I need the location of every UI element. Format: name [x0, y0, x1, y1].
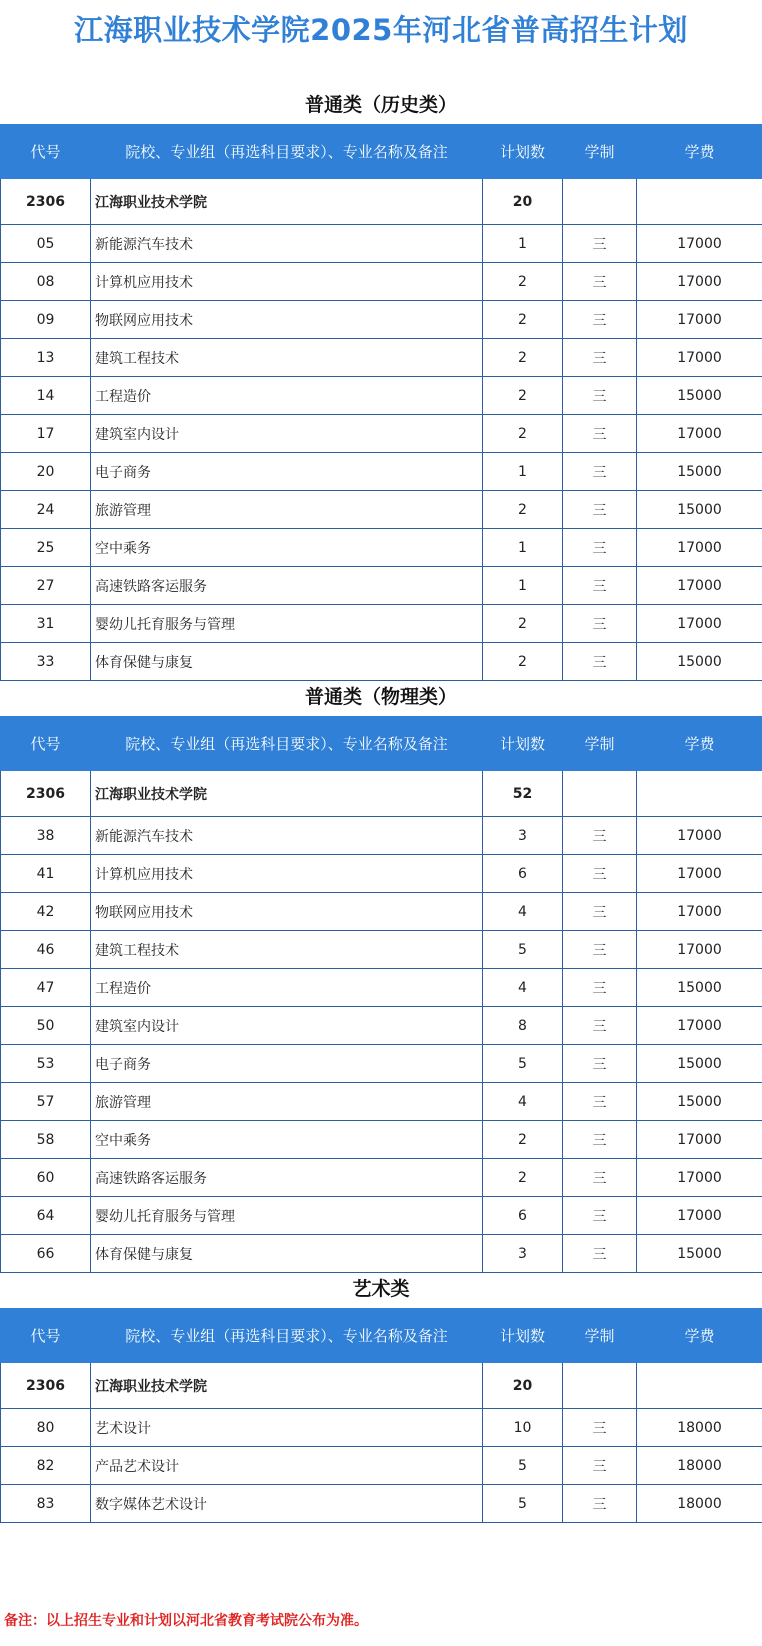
- plan-table-art: [0, 1308, 762, 1523]
- plan-cell: 2: [483, 1121, 563, 1159]
- table-row: [1, 339, 762, 377]
- code-cell: 80: [1, 1409, 91, 1447]
- col-header-fee: 学费: [637, 125, 762, 179]
- fee-cell: 17000: [637, 817, 762, 855]
- code-cell: 58: [1, 1121, 91, 1159]
- name-cell: 建筑室内设计: [91, 1007, 483, 1045]
- table-row: [1, 377, 762, 415]
- table-row: [1, 1235, 762, 1273]
- code-cell: 41: [1, 855, 91, 893]
- plan-cell: 4: [483, 969, 563, 1007]
- name-cell: 婴幼儿托育服务与管理: [91, 605, 483, 643]
- code-cell: 53: [1, 1045, 91, 1083]
- duration-cell: 三: [563, 453, 637, 491]
- name-cell: 建筑工程技术: [91, 931, 483, 969]
- fee-cell: 17000: [637, 339, 762, 377]
- col-header-name: 院校、专业组（再选科目要求）、专业名称及备注: [91, 717, 483, 771]
- name-cell: 旅游管理: [91, 1083, 483, 1121]
- code-cell: 2306: [1, 1363, 91, 1409]
- section-title-history: 普通类（历史类）: [304, 94, 457, 116]
- table-row: [1, 301, 762, 339]
- col-header-plan: 计划数: [483, 717, 563, 771]
- plan-cell: 1: [483, 567, 563, 605]
- plan-cell: 2: [483, 339, 563, 377]
- name-cell: 产品艺术设计: [91, 1447, 483, 1485]
- plan-cell: 6: [483, 1197, 563, 1235]
- code-cell: 2306: [1, 771, 91, 817]
- table-row: [1, 817, 762, 855]
- code-cell: 50: [1, 1007, 91, 1045]
- page-title: 江海职业技术学院2025年河北省普高招生计划: [74, 13, 688, 47]
- code-cell: 38: [1, 817, 91, 855]
- plan-cell: 20: [483, 179, 563, 225]
- duration-cell: [563, 179, 637, 225]
- col-header-plan: 计划数: [483, 125, 563, 179]
- name-cell: 工程造价: [91, 377, 483, 415]
- plan-cell: 1: [483, 529, 563, 567]
- name-cell: 江海职业技术学院: [91, 179, 483, 225]
- col-header-name: 院校、专业组（再选科目要求）、专业名称及备注: [91, 125, 483, 179]
- name-cell: 江海职业技术学院: [91, 771, 483, 817]
- table-row: [1, 893, 762, 931]
- fee-cell: [637, 179, 762, 225]
- name-cell: 体育保健与康复: [91, 643, 483, 681]
- plan-cell: 4: [483, 893, 563, 931]
- duration-cell: 三: [563, 1159, 637, 1197]
- school-row: [1, 771, 762, 817]
- col-header-duration: 学制: [563, 1309, 637, 1363]
- plan-cell: 2: [483, 377, 563, 415]
- fee-cell: 18000: [637, 1485, 762, 1523]
- duration-cell: 三: [563, 263, 637, 301]
- code-cell: 82: [1, 1447, 91, 1485]
- code-cell: 09: [1, 301, 91, 339]
- table-row: [1, 225, 762, 263]
- code-cell: 42: [1, 893, 91, 931]
- footer-note: 备注：以上招生专业和计划以河北省教育考试院公布为准。: [4, 1613, 368, 1629]
- school-row: [1, 179, 762, 225]
- fee-cell: [637, 771, 762, 817]
- code-cell: 13: [1, 339, 91, 377]
- name-cell: 建筑工程技术: [91, 339, 483, 377]
- code-cell: 57: [1, 1083, 91, 1121]
- duration-cell: 三: [563, 1007, 637, 1045]
- plan-table-physics: [0, 716, 762, 1273]
- table-row: [1, 1485, 762, 1523]
- col-header-fee: 学费: [637, 1309, 762, 1363]
- table-row: [1, 855, 762, 893]
- code-cell: 14: [1, 377, 91, 415]
- fee-cell: 17000: [637, 415, 762, 453]
- plan-cell: 3: [483, 1235, 563, 1273]
- plan-cell: 5: [483, 1485, 563, 1523]
- name-cell: 高速铁路客运服务: [91, 567, 483, 605]
- col-header-name: 院校、专业组（再选科目要求）、专业名称及备注: [91, 1309, 483, 1363]
- fee-cell: 17000: [637, 893, 762, 931]
- table-row: [1, 1197, 762, 1235]
- fee-cell: 17000: [637, 567, 762, 605]
- table-row: [1, 1447, 762, 1485]
- fee-cell: 15000: [637, 643, 762, 681]
- code-cell: 2306: [1, 179, 91, 225]
- table-header-row: [1, 717, 762, 771]
- name-cell: 计算机应用技术: [91, 855, 483, 893]
- code-cell: 27: [1, 567, 91, 605]
- plan-table-history: [0, 124, 762, 681]
- duration-cell: 三: [563, 855, 637, 893]
- duration-cell: 三: [563, 893, 637, 931]
- plan-cell: 2: [483, 605, 563, 643]
- name-cell: 空中乘务: [91, 1121, 483, 1159]
- code-cell: 83: [1, 1485, 91, 1523]
- duration-cell: 三: [563, 1447, 637, 1485]
- table-header-row: [1, 125, 762, 179]
- fee-cell: 17000: [637, 529, 762, 567]
- fee-cell: 17000: [637, 1007, 762, 1045]
- plan-cell: 6: [483, 855, 563, 893]
- section-title-physics: 普通类（物理类）: [304, 686, 457, 708]
- duration-cell: 三: [563, 1045, 637, 1083]
- plan-cell: 52: [483, 771, 563, 817]
- code-cell: 60: [1, 1159, 91, 1197]
- code-cell: 05: [1, 225, 91, 263]
- fee-cell: 15000: [637, 969, 762, 1007]
- fee-cell: 18000: [637, 1409, 762, 1447]
- fee-cell: 15000: [637, 1083, 762, 1121]
- table-row: [1, 1045, 762, 1083]
- name-cell: 江海职业技术学院: [91, 1363, 483, 1409]
- table-row: [1, 931, 762, 969]
- fee-cell: 15000: [637, 1045, 762, 1083]
- table-row: [1, 643, 762, 681]
- fee-cell: 15000: [637, 491, 762, 529]
- code-cell: 25: [1, 529, 91, 567]
- plan-cell: 2: [483, 643, 563, 681]
- duration-cell: 三: [563, 301, 637, 339]
- col-header-fee: 学费: [637, 717, 762, 771]
- duration-cell: 三: [563, 1409, 637, 1447]
- duration-cell: 三: [563, 491, 637, 529]
- plan-cell: 5: [483, 1045, 563, 1083]
- duration-cell: 三: [563, 1235, 637, 1273]
- plan-cell: 10: [483, 1409, 563, 1447]
- fee-cell: 18000: [637, 1447, 762, 1485]
- name-cell: 数字媒体艺术设计: [91, 1485, 483, 1523]
- code-cell: 17: [1, 415, 91, 453]
- code-cell: 20: [1, 453, 91, 491]
- plan-cell: 2: [483, 301, 563, 339]
- plan-cell: 5: [483, 1447, 563, 1485]
- code-cell: 66: [1, 1235, 91, 1273]
- table-header-row: [1, 1309, 762, 1363]
- code-cell: 46: [1, 931, 91, 969]
- fee-cell: 17000: [637, 225, 762, 263]
- code-cell: 33: [1, 643, 91, 681]
- code-cell: 24: [1, 491, 91, 529]
- section-title-art: 艺术类: [352, 1278, 410, 1300]
- col-header-duration: 学制: [563, 125, 637, 179]
- table-row: [1, 969, 762, 1007]
- school-row: [1, 1363, 762, 1409]
- duration-cell: 三: [563, 1121, 637, 1159]
- fee-cell: 17000: [637, 605, 762, 643]
- table-row: [1, 263, 762, 301]
- fee-cell: 17000: [637, 301, 762, 339]
- plan-cell: 1: [483, 225, 563, 263]
- fee-cell: 15000: [637, 377, 762, 415]
- name-cell: 电子商务: [91, 1045, 483, 1083]
- name-cell: 工程造价: [91, 969, 483, 1007]
- col-header-plan: 计划数: [483, 1309, 563, 1363]
- name-cell: 电子商务: [91, 453, 483, 491]
- table-row: [1, 1121, 762, 1159]
- name-cell: 新能源汽车技术: [91, 225, 483, 263]
- duration-cell: 三: [563, 1485, 637, 1523]
- fee-cell: 15000: [637, 453, 762, 491]
- fee-cell: 17000: [637, 1159, 762, 1197]
- name-cell: 艺术设计: [91, 1409, 483, 1447]
- plan-cell: 20: [483, 1363, 563, 1409]
- name-cell: 高速铁路客运服务: [91, 1159, 483, 1197]
- table-row: [1, 1083, 762, 1121]
- fee-cell: 17000: [637, 1197, 762, 1235]
- duration-cell: 三: [563, 1083, 637, 1121]
- col-header-code: 代号: [1, 125, 91, 179]
- table-row: [1, 1007, 762, 1045]
- plan-cell: 8: [483, 1007, 563, 1045]
- name-cell: 体育保健与康复: [91, 1235, 483, 1273]
- name-cell: 物联网应用技术: [91, 301, 483, 339]
- duration-cell: 三: [563, 969, 637, 1007]
- name-cell: 旅游管理: [91, 491, 483, 529]
- table-row: [1, 567, 762, 605]
- name-cell: 计算机应用技术: [91, 263, 483, 301]
- table-row: [1, 1409, 762, 1447]
- fee-cell: 17000: [637, 1121, 762, 1159]
- duration-cell: [563, 771, 637, 817]
- duration-cell: 三: [563, 605, 637, 643]
- table-row: [1, 491, 762, 529]
- plan-cell: 2: [483, 1159, 563, 1197]
- code-cell: 08: [1, 263, 91, 301]
- fee-cell: 17000: [637, 931, 762, 969]
- plan-cell: 2: [483, 415, 563, 453]
- table-row: [1, 605, 762, 643]
- name-cell: 空中乘务: [91, 529, 483, 567]
- name-cell: 建筑室内设计: [91, 415, 483, 453]
- table-row: [1, 415, 762, 453]
- plan-cell: 2: [483, 491, 563, 529]
- table-row: [1, 529, 762, 567]
- plan-cell: 1: [483, 453, 563, 491]
- code-cell: 31: [1, 605, 91, 643]
- duration-cell: [563, 1363, 637, 1409]
- duration-cell: 三: [563, 643, 637, 681]
- duration-cell: 三: [563, 529, 637, 567]
- fee-cell: [637, 1363, 762, 1409]
- duration-cell: 三: [563, 377, 637, 415]
- code-cell: 64: [1, 1197, 91, 1235]
- plan-cell: 3: [483, 817, 563, 855]
- fee-cell: 17000: [637, 263, 762, 301]
- code-cell: 47: [1, 969, 91, 1007]
- plan-cell: 2: [483, 263, 563, 301]
- duration-cell: 三: [563, 931, 637, 969]
- duration-cell: 三: [563, 567, 637, 605]
- name-cell: 婴幼儿托育服务与管理: [91, 1197, 483, 1235]
- table-row: [1, 1159, 762, 1197]
- name-cell: 新能源汽车技术: [91, 817, 483, 855]
- fee-cell: 17000: [637, 855, 762, 893]
- fee-cell: 15000: [637, 1235, 762, 1273]
- col-header-code: 代号: [1, 1309, 91, 1363]
- plan-cell: 5: [483, 931, 563, 969]
- table-row: [1, 453, 762, 491]
- plan-cell: 4: [483, 1083, 563, 1121]
- duration-cell: 三: [563, 339, 637, 377]
- duration-cell: 三: [563, 225, 637, 263]
- col-header-duration: 学制: [563, 717, 637, 771]
- duration-cell: 三: [563, 817, 637, 855]
- duration-cell: 三: [563, 415, 637, 453]
- col-header-code: 代号: [1, 717, 91, 771]
- duration-cell: 三: [563, 1197, 637, 1235]
- name-cell: 物联网应用技术: [91, 893, 483, 931]
